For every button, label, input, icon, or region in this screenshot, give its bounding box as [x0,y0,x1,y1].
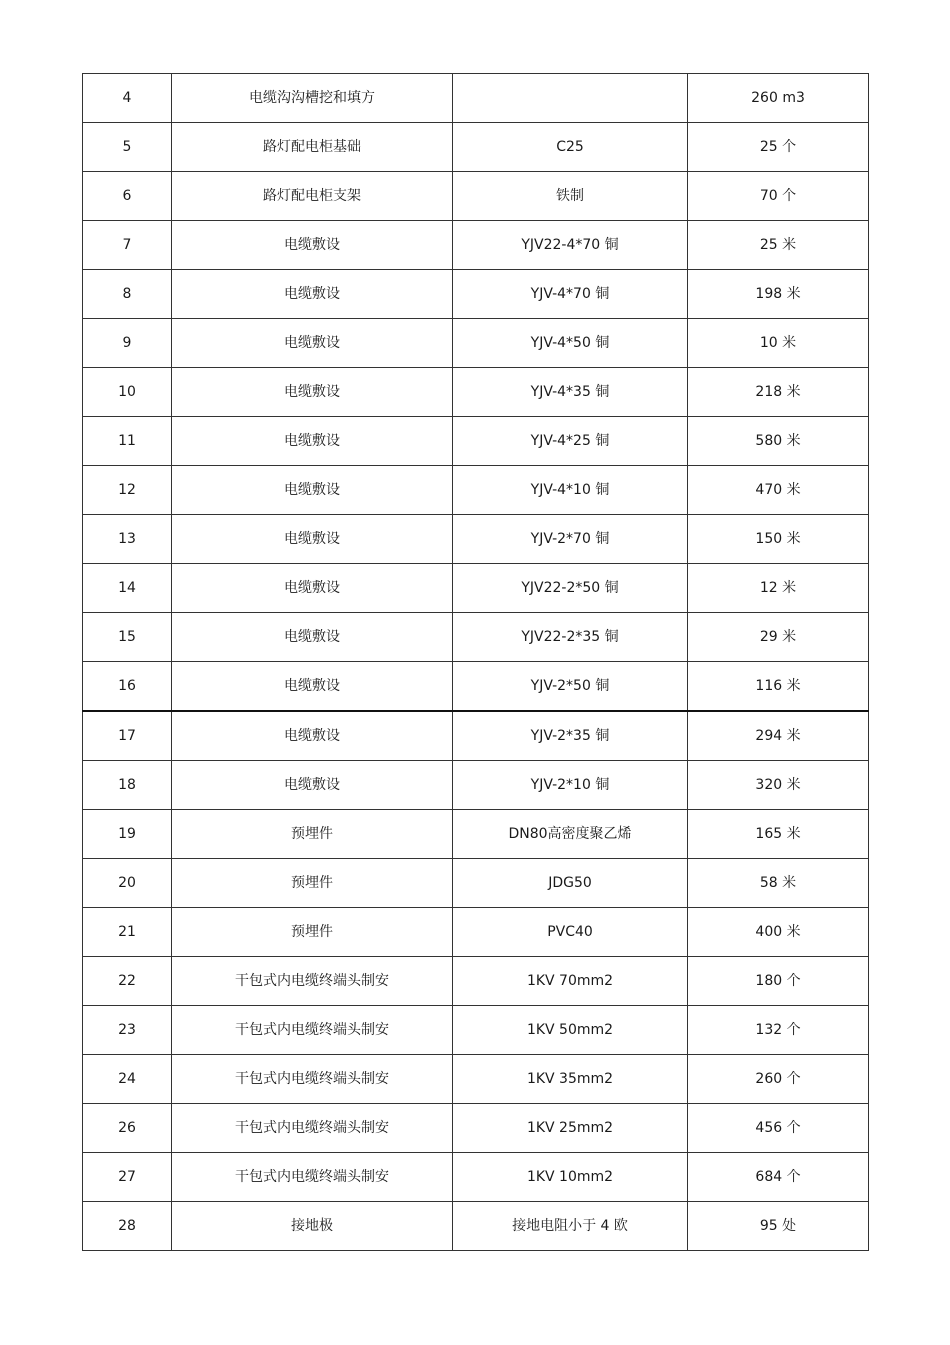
item-number: 18 [83,761,172,810]
item-number: 4 [83,74,172,123]
item-spec: YJV22-2*50 铜 [453,564,688,613]
item-quantity: 70 个 [688,172,869,221]
table-row [83,1202,869,1251]
item-name: 电缆敷设 [172,761,453,810]
table-row [83,810,869,859]
item-number: 20 [83,859,172,908]
item-number: 8 [83,270,172,319]
table-row [83,515,869,564]
item-quantity: 150 米 [688,515,869,564]
item-spec: JDG50 [453,859,688,908]
table-row [83,172,869,221]
table-row [83,1104,869,1153]
item-quantity: 132 个 [688,1006,869,1055]
item-number: 6 [83,172,172,221]
item-name: 预埋件 [172,810,453,859]
item-name: 预埋件 [172,908,453,957]
item-name: 路灯配电柜基础 [172,123,453,172]
item-name: 干包式内电缆终端头制安 [172,1153,453,1202]
table-row [83,564,869,613]
item-name: 电缆敷设 [172,270,453,319]
item-quantity: 684 个 [688,1153,869,1202]
table-row [83,1055,869,1104]
item-quantity: 12 米 [688,564,869,613]
item-spec: YJV-4*50 铜 [453,319,688,368]
item-number: 27 [83,1153,172,1202]
item-quantity: 470 米 [688,466,869,515]
item-quantity: 10 米 [688,319,869,368]
quantity-table [82,73,869,1251]
table-row [83,270,869,319]
item-quantity: 95 处 [688,1202,869,1251]
item-spec: 铁制 [453,172,688,221]
item-quantity: 116 米 [688,662,869,712]
item-number: 17 [83,711,172,761]
table-row [83,74,869,123]
item-name: 接地极 [172,1202,453,1251]
table-body [83,74,869,1251]
table-row [83,417,869,466]
item-name: 电缆敷设 [172,711,453,761]
item-spec: YJV-2*50 铜 [453,662,688,712]
item-quantity: 165 米 [688,810,869,859]
table-row [83,859,869,908]
item-name: 电缆敷设 [172,564,453,613]
item-spec: PVC40 [453,908,688,957]
item-spec: YJV22-2*35 铜 [453,613,688,662]
item-quantity: 25 个 [688,123,869,172]
item-spec: 1KV 70mm2 [453,957,688,1006]
item-name: 电缆沟沟槽挖和填方 [172,74,453,123]
item-number: 26 [83,1104,172,1153]
item-name: 干包式内电缆终端头制安 [172,1006,453,1055]
item-number: 14 [83,564,172,613]
item-name: 电缆敷设 [172,417,453,466]
item-quantity: 580 米 [688,417,869,466]
item-number: 13 [83,515,172,564]
item-number: 15 [83,613,172,662]
item-number: 19 [83,810,172,859]
item-spec: 1KV 35mm2 [453,1055,688,1104]
item-name: 干包式内电缆终端头制安 [172,1104,453,1153]
item-name: 电缆敷设 [172,368,453,417]
item-quantity: 260 m3 [688,74,869,123]
table-row [83,123,869,172]
table-row [83,1006,869,1055]
item-number: 28 [83,1202,172,1251]
item-number: 24 [83,1055,172,1104]
item-spec: YJV-2*35 铜 [453,711,688,761]
item-quantity: 25 米 [688,221,869,270]
item-spec [453,74,688,123]
item-name: 电缆敷设 [172,662,453,712]
item-number: 21 [83,908,172,957]
item-spec: YJV-4*25 铜 [453,417,688,466]
table-row [83,221,869,270]
item-quantity: 294 米 [688,711,869,761]
item-spec: YJV-4*10 铜 [453,466,688,515]
item-spec: 1KV 25mm2 [453,1104,688,1153]
item-quantity: 58 米 [688,859,869,908]
item-name: 干包式内电缆终端头制安 [172,1055,453,1104]
item-spec: C25 [453,123,688,172]
item-quantity: 260 个 [688,1055,869,1104]
item-spec: YJV-4*70 铜 [453,270,688,319]
item-quantity: 320 米 [688,761,869,810]
table-row [83,711,869,761]
item-spec: 接地电阻小于 4 欧 [453,1202,688,1251]
item-number: 7 [83,221,172,270]
table-row [83,908,869,957]
item-number: 9 [83,319,172,368]
item-number: 12 [83,466,172,515]
item-spec: DN80高密度聚乙烯 [453,810,688,859]
table-row [83,761,869,810]
item-spec: 1KV 50mm2 [453,1006,688,1055]
item-name: 预埋件 [172,859,453,908]
item-quantity: 29 米 [688,613,869,662]
table-row [83,662,869,712]
item-spec: YJV-2*10 铜 [453,761,688,810]
item-quantity: 180 个 [688,957,869,1006]
item-name: 电缆敷设 [172,221,453,270]
table-row [83,1153,869,1202]
item-number: 23 [83,1006,172,1055]
item-name: 电缆敷设 [172,613,453,662]
item-name: 电缆敷设 [172,466,453,515]
item-spec: YJV-4*35 铜 [453,368,688,417]
document-page [82,73,868,1251]
item-number: 5 [83,123,172,172]
item-spec: YJV-2*70 铜 [453,515,688,564]
item-name: 电缆敷设 [172,319,453,368]
item-number: 16 [83,662,172,712]
table-row [83,319,869,368]
table-row [83,957,869,1006]
item-quantity: 456 个 [688,1104,869,1153]
item-number: 11 [83,417,172,466]
item-spec: YJV22-4*70 铜 [453,221,688,270]
item-quantity: 400 米 [688,908,869,957]
item-spec: 1KV 10mm2 [453,1153,688,1202]
item-name: 路灯配电柜支架 [172,172,453,221]
item-name: 电缆敷设 [172,515,453,564]
item-quantity: 218 米 [688,368,869,417]
item-quantity: 198 米 [688,270,869,319]
table-row [83,368,869,417]
item-number: 10 [83,368,172,417]
table-row [83,613,869,662]
item-number: 22 [83,957,172,1006]
item-name: 干包式内电缆终端头制安 [172,957,453,1006]
table-row [83,466,869,515]
